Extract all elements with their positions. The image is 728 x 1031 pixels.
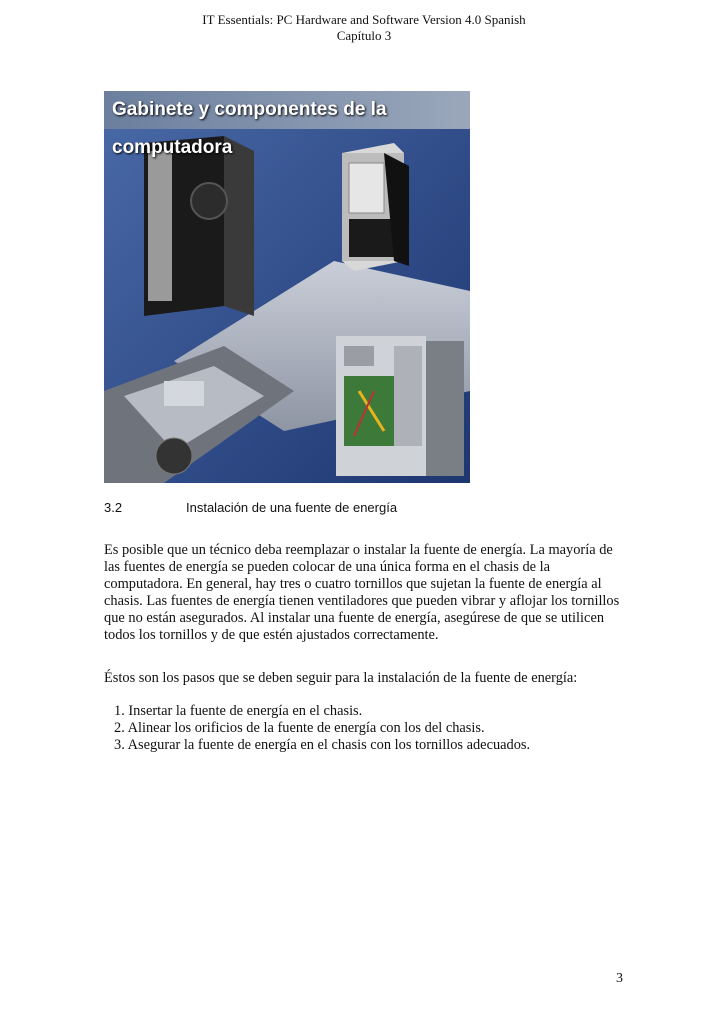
steps-list <box>104 703 629 754</box>
header-title: IT Essentials: PC Hardware and Software Version 4.0 Spanish <box>202 12 526 27</box>
step-item: 3. Asegurar la fuente de energía en el chasis con los tornillos adecuados. <box>114 737 531 753</box>
figure-title: Gabinete y componentes de la computadora <box>112 99 387 158</box>
section-title: Instalación de una fuente de energía <box>186 500 398 515</box>
page-number: 3 <box>616 971 623 986</box>
header-chapter: Capítulo 3 <box>336 28 392 43</box>
steps-intro: Éstos son los pasos que se deben seguir para la instalación de la fuente de energía: <box>104 670 578 686</box>
step-item: 2. Alinear los orificios de la fuente de energía con los del chasis. <box>114 720 485 736</box>
step-item: 1. Insertar la fuente de energía en el chasis. <box>114 703 363 719</box>
computer-case-figure <box>104 91 470 483</box>
section-number: 3.2 <box>104 500 123 515</box>
body-paragraph: Es posible que un técnico deba reemplazar o instalar la fuente de energía. La mayoría de las fuentes de energía se pueden colocar de una única forma en el chasis de la computadora. En general, hay tres o cuatro tornillos que sujetan la fuente de energía al chasis. Las fuentes de energía tienen ventiladores que pueden vibrar y aflojar los tornillos que no están asegurados. Al instalar una fuente de energía, asegúrese de que se utilicen todos los tornillos y de que estén ajustados correctamente. <box>104 542 620 643</box>
section-heading <box>104 500 624 516</box>
page-header <box>0 12 728 44</box>
